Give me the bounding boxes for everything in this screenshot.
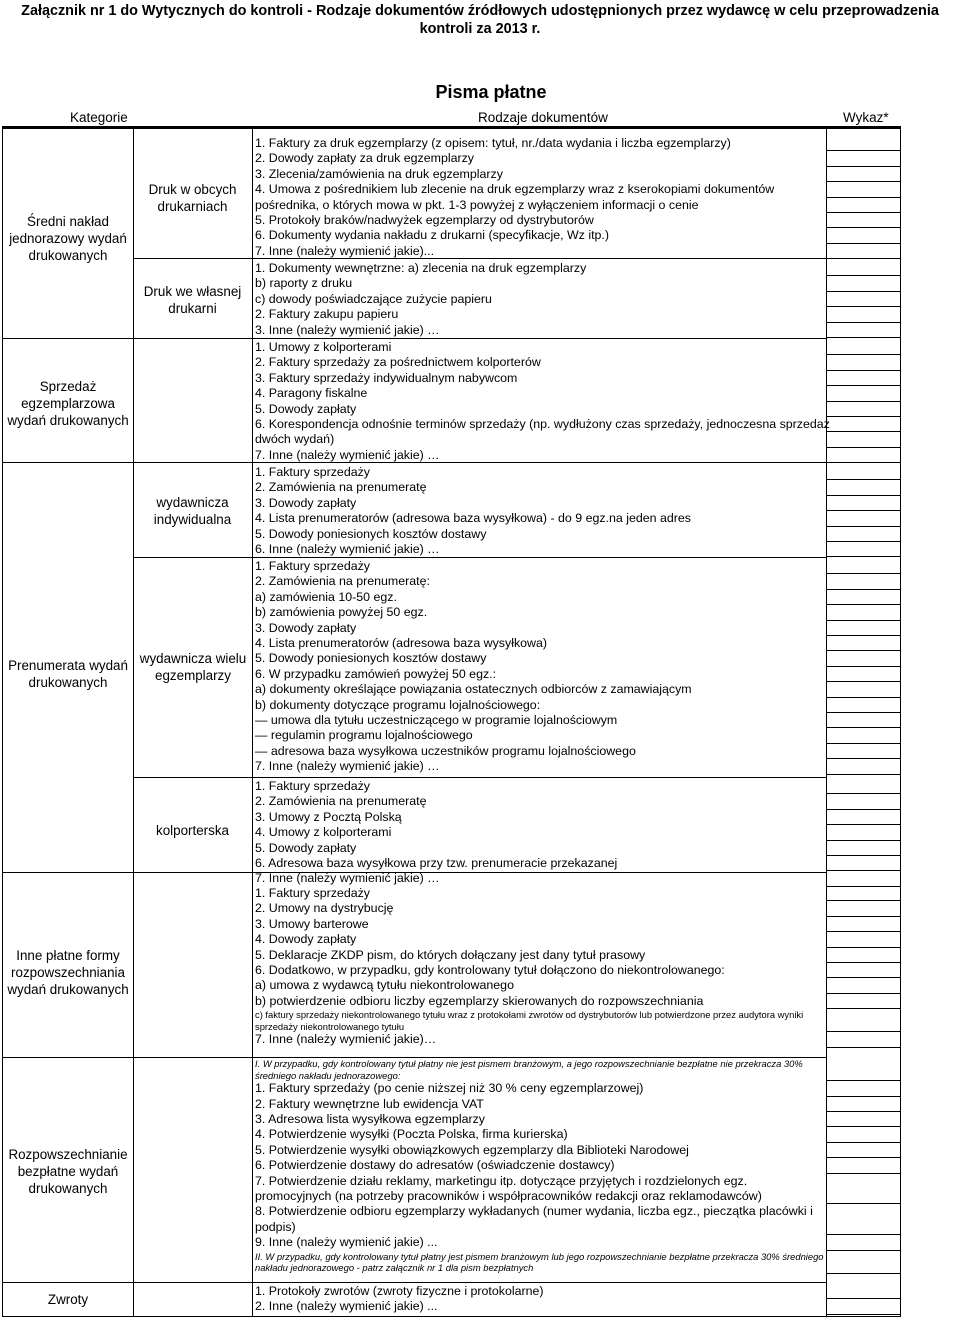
document-item: 4. Umowa z pośrednikiem lub zlecenie na druk egzemplarzy wraz z kserokopiami dokumentów	[255, 182, 775, 197]
document-item: 1. Faktury za druk egzemplarzy (z opisem: tytuł, nr./data wydania i liczba egzemplarzy)	[255, 136, 731, 150]
wykaz-entry-line	[826, 758, 900, 759]
category-sredni-naklad: Średni nakład jednorazowy wydań drukowanych	[9, 214, 127, 263]
wykaz-entry-line	[826, 809, 900, 810]
wykaz-entry-line	[826, 431, 900, 432]
wykaz-entry-line	[826, 697, 900, 698]
wykaz-entry-line	[826, 1234, 900, 1235]
wykaz-entry-line	[826, 977, 900, 978]
wykaz-entry-line	[826, 541, 900, 542]
row-sep	[2, 338, 252, 339]
wykaz-entry-line	[826, 401, 900, 402]
document-item: 6. Dodatkowo, w przypadku, gdy kontrolowany tytuł dołączono do niekontrolowanego:	[255, 963, 725, 978]
wykaz-entry-line	[826, 962, 900, 963]
column-header-kategorie: Kategorie	[70, 110, 128, 125]
wykaz-entry-line	[826, 727, 900, 728]
subcategory-wlasna-drukarnia: Druk we własnej drukarni	[143, 284, 242, 316]
document-item: 3. Faktury sprzedaży indywidualnym nabywcom	[255, 370, 518, 385]
wykaz-entry-line	[826, 370, 900, 371]
wykaz-entry-line	[826, 635, 900, 636]
wykaz-entry-line	[826, 774, 900, 775]
wykaz-entry-line	[826, 993, 900, 994]
document-item: 2. Umowy na dystrybucję	[255, 901, 394, 916]
wykaz-entry-line	[826, 306, 900, 307]
wykaz-entry-line	[826, 947, 900, 948]
row-sep	[2, 1057, 252, 1058]
document-item: 1. Dokumenty wewnętrzne: a) zlecenia na druk egzemplarzy	[255, 261, 587, 275]
document-item: 8. Potwierdzenie odbioru egzemplarzy wykładanych (numer wydania, liczba egz., pieczątka placówki i podpis)	[255, 1204, 813, 1234]
document-item: 2. Zamówienia na prenumeratę:	[255, 574, 430, 589]
document-item: 7. Potwierdzenie działu reklamy, marketingu itp. dotyczące przyjętych i rozdzielonych egz. promocyjnych (na potrzeby pracowników i współpracowników redakcji oraz reklamodawców)	[255, 1173, 762, 1204]
wykaz-entry-line	[826, 150, 900, 151]
documents-list-sprzedaz	[255, 340, 830, 463]
document-item: 2. Faktury sprzedaży za pośrednictwem kolporterów	[255, 355, 541, 370]
wykaz-entry-line	[826, 462, 900, 463]
document-item: 6. Adresowa baza wysyłkowa przy tzw. prenumeracie przekazanej	[255, 856, 618, 871]
wykaz-entry-line	[826, 212, 900, 213]
documents-list-inne	[255, 886, 825, 1048]
document-item: 2. Dowody zapłaty za druk egzemplarzy	[255, 151, 475, 166]
wykaz-entry-line	[826, 447, 900, 448]
category-prenumerata: Prenumerata wydań drukowanych	[8, 658, 128, 690]
document-item: 4. Lista prenumeratorów (adresowa baza wysyłkowa) - do 9 egz.na jeden adres	[255, 511, 691, 526]
wykaz-entry-line	[826, 589, 900, 590]
col-divider-2	[252, 128, 253, 1317]
document-item: 5. Dowody zapłaty	[255, 840, 357, 855]
document-item: 4. Paragony fiskalne	[255, 386, 368, 401]
document-item: — adresowa baza wysyłkowa uczestników programu lojalnościowego	[255, 743, 636, 758]
document-item: 7. Inne (należy wymienić jakie) …	[255, 447, 440, 462]
document-item: 7. Inne (należy wymienić jakie)...	[255, 243, 435, 258]
document-item: b) raporty z druku	[255, 276, 353, 291]
document-item: 3. Dowody zapłaty	[255, 495, 357, 510]
category-zwroty: Zwroty	[47, 1292, 89, 1307]
document-item: a) zamówienia 10-50 egz.	[255, 589, 397, 604]
col-divider-1	[133, 128, 134, 1317]
document-item: 6. Potwierdzenie dostawy do adresatów (oświadczenie dostawcy)	[255, 1158, 615, 1173]
wykaz-entry-line	[826, 793, 900, 794]
document-item: a) dokumenty określające powiązania ostatecznych odbiorców z zamawiającym	[255, 682, 692, 697]
wykaz-entry-line	[826, 1173, 900, 1174]
document-item: 4. Umowy z kolporterami	[255, 825, 392, 840]
block-sep	[252, 1282, 826, 1283]
document-note: II. W przypadku, gdy kontrolowany tytuł płatny jest pismem branżowym lub jego rozpowszechnianie bezpłatne przekracza 30% średniego nakładu jednorazowego - patrz załącznik nr 1 dla pism bezpłatnych	[255, 1250, 824, 1274]
document-note: I. W przypadku, gdy kontrolowany tytuł płatny nie jest pismem branżowym, a jego rozpowszechnianie bezpłatne nie przekracza 30% średniego nakładu jednorazowego:	[255, 1058, 803, 1081]
wykaz-entry-line	[826, 1080, 900, 1081]
row-sep	[2, 872, 252, 873]
document-item: 5. Dowody poniesionych kosztów dostawy	[255, 651, 487, 666]
wykaz-entry-line	[826, 322, 900, 323]
subcategory-obce-drukarnie: Druk w obcych drukarniach	[148, 182, 237, 214]
wykaz-entry-line	[826, 275, 900, 276]
wykaz-entry-line	[826, 712, 900, 713]
row-sep	[2, 1282, 252, 1283]
wykaz-entry-line	[826, 1298, 900, 1299]
document-item: 3. Umowy barterowe	[255, 916, 369, 931]
document-item: 3. Dowody zapłaty	[255, 620, 357, 635]
wykaz-entry-line	[826, 166, 900, 167]
wykaz-entry-line	[826, 666, 900, 667]
header-line-2: kontroli za 2013 r.	[419, 21, 541, 37]
document-item: pośrednika, o których mowa w pkt. 1-3 powyżej z wyłączeniem informacji o cenie	[255, 197, 699, 212]
document-item: 1. Protokoły zwrotów (zwroty fizyczne i protokolarne)	[255, 1284, 544, 1298]
wykaz-entry-line	[826, 181, 900, 182]
documents-list-obce	[255, 136, 825, 259]
wykaz-entry-line	[826, 1157, 900, 1158]
wykaz-entry-line	[826, 916, 900, 917]
wykaz-entry-line	[826, 650, 900, 651]
document-item: 3. Adresowa lista wysyłkowa egzemplarzy	[255, 1112, 486, 1126]
wykaz-entry-line	[826, 824, 900, 825]
document-item: c) faktury sprzedaży niekontrolowanego tytułu wraz z protokołami zwrotów od dystrybutorów lub potwierdzone przez audytora wyniki sprzedaży niekontrolowanego tytułu	[255, 1009, 804, 1032]
document-item: 7. Inne (należy wymienić jakie)…	[255, 1032, 437, 1047]
document-item: dwóch wydań)	[255, 432, 335, 447]
document-item: b) zamówienia powyżej 50 egz.	[255, 605, 428, 620]
header-line-1: Załącznik nr 1 do Wytycznych do kontroli - Rodzaje dokumentów źródłowych udostępnionych przez wydawcę w celu przeprowadzenia	[21, 3, 939, 19]
block-sep	[252, 338, 826, 339]
document-item: 2. Zamówienia na prenumeratę	[255, 794, 427, 809]
documents-list-bezplatne	[255, 1058, 825, 1274]
wykaz-entry-line	[826, 416, 900, 417]
category-bezplatne: Rozpowszechnianie bezpłatne wydań drukowanych	[8, 1147, 128, 1196]
wykaz-entry-line	[826, 258, 900, 259]
document-item: 1. Faktury sprzedaży	[255, 779, 371, 793]
subcategory-wydawnicza-indywidualna: wydawnicza indywidualna	[153, 495, 232, 527]
subrow-sep	[133, 258, 252, 259]
wykaz-entry-line	[826, 604, 900, 605]
wykaz-entry-line	[826, 1250, 900, 1251]
column-header-rodzaje: Rodzaje dokumentów	[478, 110, 608, 125]
wykaz-entry-line	[826, 227, 900, 228]
documents-list-wielu	[255, 559, 825, 775]
wykaz-entry-line	[826, 855, 900, 856]
wykaz-entry-line	[826, 573, 900, 574]
document-item: 5. Dowody zapłaty	[255, 401, 357, 416]
wykaz-entry-line	[826, 1126, 900, 1127]
document-item: 2. Faktury wewnętrzne lub ewidencja VAT	[255, 1096, 484, 1111]
subcategory-kolporterska: kolporterska	[156, 823, 229, 838]
document-item: 7. Inne (należy wymienić jakie) …	[255, 759, 440, 774]
wykaz-entry-line	[826, 479, 900, 480]
wykaz-entry-line	[826, 243, 900, 244]
wykaz-entry-line	[826, 510, 900, 511]
document-item: 6. Inne (należy wymienić jakie) …	[255, 542, 440, 557]
document-item: 2. Zamówienia na prenumeratę	[255, 480, 427, 495]
category-sprzedaz: Sprzedaż egzemplarzowa wydań drukowanych	[7, 379, 129, 428]
document-item: 1. Faktury sprzedaży	[255, 559, 371, 573]
wykaz-entry-line	[826, 1096, 900, 1097]
document-item: 3. Inne (należy wymienić jakie) …	[255, 322, 440, 337]
document-item: 9. Inne (należy wymienić jakie) ...	[255, 1235, 438, 1250]
subcategory-wydawnicza-wielu: wydawnicza wielu egzemplarzy	[139, 651, 247, 683]
document-item: 3. Umowy z Pocztą Polską	[255, 809, 402, 824]
category-inne-platne: Inne płatne formy rozpowszechniania wydań drukowanych	[7, 948, 129, 997]
document-item: a) umowa z wydawcą tytułu niekontrolowanego	[255, 978, 514, 993]
header-rule	[2, 126, 901, 128]
document-item: 4. Potwierdzenie wysyłki (Poczta Polska, firma kurierska)	[255, 1127, 568, 1142]
wykaz-entry-line	[826, 337, 900, 338]
wykaz-entry-line	[826, 840, 900, 841]
wykaz-entry-line	[826, 526, 900, 527]
document-item: 6. Korespondencja odnośnie terminów sprzedaży (np. wydłużony czas sprzedaży, jednoczesna sprzedaż	[255, 417, 830, 432]
document-item: 7. Inne (należy wymienić jakie) …	[255, 871, 440, 886]
subrow-sep	[133, 557, 252, 558]
document-item: 4. Lista prenumeratorów (adresowa baza wysyłkowa)	[255, 636, 547, 651]
document-item: 6. Dokumenty wydania nakładu z drukarni (specyfikacje, Wz itp.)	[255, 228, 609, 243]
wykaz-entry-line	[826, 743, 900, 744]
document-item: 5. Dowody poniesionych kosztów dostawy	[255, 526, 487, 541]
document-item: 1. Faktury sprzedaży (po cenie niższej niż 30 % ceny egzemplarzowej)	[255, 1081, 644, 1096]
wykaz-entry-line	[826, 495, 900, 496]
wykaz-entry-line	[826, 1142, 900, 1143]
wykaz-entry-line	[826, 620, 900, 621]
document-item: — regulamin programu lojalnościowego	[255, 728, 473, 743]
document-item: — umowa dla tytułu uczestniczącego w programie lojalnościowym	[255, 713, 618, 728]
document-item: 2. Inne (należy wymienić jakie) ...	[255, 1299, 438, 1314]
wykaz-entry-line	[826, 291, 900, 292]
documents-list-indywidualna	[255, 465, 825, 557]
document-item: 3. Zlecenia/zamówienia na druk egzemplarzy	[255, 166, 503, 181]
document-item: b) potwierdzenie odbioru liczby egzemplarzy skierowanych do rozpowszechniania	[255, 993, 704, 1008]
wykaz-entry-line	[826, 1203, 900, 1204]
document-item: 1. Faktury sprzedaży	[255, 465, 371, 479]
column-header-wykaz: Wykaz*	[843, 110, 889, 125]
wykaz-entry-line	[826, 1008, 900, 1009]
document-item: 2. Faktury zakupu papieru	[255, 307, 399, 322]
wykaz-entry-line	[826, 385, 900, 386]
wykaz-entry-line	[826, 1111, 900, 1112]
wykaz-entry-line	[826, 1314, 900, 1315]
block-sep	[252, 777, 826, 778]
document-item: c) dowody poświadczające zużycie papieru	[255, 291, 492, 306]
wykaz-entry-line	[826, 1031, 900, 1032]
page-subtitle: Pisma płatne	[435, 82, 547, 102]
documents-list-wlasna	[255, 261, 825, 338]
subrow-sep	[133, 777, 252, 778]
wykaz-entry-line	[826, 681, 900, 682]
document-item: 1. Umowy z kolporterami	[255, 340, 392, 354]
wykaz-entry-line	[826, 556, 900, 557]
document-item: b) dokumenty dotyczące programu lojalnościowego:	[255, 697, 541, 712]
documents-list-zwroty	[255, 1284, 825, 1315]
documents-list-kolporterska	[255, 779, 825, 887]
wykaz-entry-line	[826, 886, 900, 887]
wykaz-entry-line	[826, 900, 900, 901]
wykaz-entry-line	[826, 931, 900, 932]
wykaz-entry-line	[826, 870, 900, 871]
wykaz-entry-line	[826, 354, 900, 355]
document-item: 5. Deklaracje ZKDP pism, do których dołączany jest dany tytuł prasowy	[255, 947, 646, 962]
wykaz-entry-line	[826, 1047, 900, 1048]
wykaz-entry-line	[826, 1273, 900, 1274]
document-item: 5. Potwierdzenie wysyłki obowiązkowych egzemplarzy dla Biblioteki Narodowej	[255, 1142, 689, 1157]
document-header	[0, 2, 960, 38]
document-item: 6. W przypadku zamówień powyżej 50 egz.:	[255, 666, 497, 681]
document-item: 5. Protokoły braków/nadwyżek egzemplarzy od dystrybutorów	[255, 213, 594, 228]
row-sep	[2, 462, 252, 463]
wykaz-entry-line	[826, 197, 900, 198]
document-item: 1. Faktury sprzedaży	[255, 886, 371, 900]
document-item: 4. Dowody zapłaty	[255, 932, 357, 947]
